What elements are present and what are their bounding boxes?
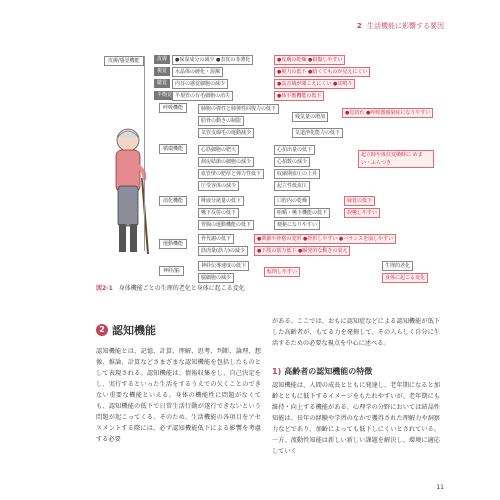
sense-effect-balance: ●体平衡機能の低下 — [274, 91, 324, 101]
dig-effect-1: 口腔内の乾燥 — [274, 196, 310, 206]
chapter-title: 生活機能に影響する要因 — [367, 22, 444, 30]
elderly-woman-illustration — [98, 126, 156, 261]
mot-effect-2: ●下肢の筋力低下 ●瞬発的な動きの衰え — [254, 246, 350, 256]
category-digestive: 消化機能 — [159, 196, 187, 206]
tag-skin: 皮膚 — [154, 55, 170, 64]
tag-hearing: 聴覚 — [154, 79, 170, 88]
neuro-pink: 転倒しやすい — [264, 267, 300, 277]
mot-item-2: 筋肉量(筋力)の減少 — [198, 246, 248, 256]
neuro-item-2: 脳細胞の減少 — [198, 273, 234, 283]
figure-caption-text: 身体機能ごとの生理的老化と身体に起こる変化 — [118, 285, 245, 292]
dig-pink-2: 誤嚥しやすい — [344, 208, 380, 218]
circ-effect-1: 心拍出量の低下 — [274, 145, 315, 155]
circ-effect-4: 起立性低血圧 — [274, 181, 310, 191]
tag-vision: 視覚 — [154, 67, 170, 76]
tag-balance: 平衡覚 — [154, 91, 175, 100]
dig-item-2: 嚥下反射の低下 — [198, 208, 239, 218]
mot-effect-1: ●関節や骨格の変形 ●骨折しやすい ●バランスを崩しやすい — [254, 234, 396, 244]
sense-effect-vision: ●視力の低下 ●暗くてものが見えにくい — [274, 67, 370, 77]
section-number: 2 — [96, 324, 108, 336]
circ-effect-3: 収縮期血圧の上昇 — [274, 169, 320, 179]
sense-cause-skin: ●保湿成分の減少 ●表皮の菲薄化 — [172, 55, 253, 65]
resp-item-3: 気管支線毛の運動減少 — [198, 128, 254, 138]
right-paragraph-1: がある。ここでは、おもに認知症などによる認知機能が低下した高齢者が、もてる力を発揮して、その人らしく自分に生活するための必要な視点を中心に述べる。 — [272, 318, 440, 347]
resp-item-1: 肺胞の弾性と肺弾性回復力の低下 — [198, 104, 279, 114]
running-header — [357, 21, 444, 31]
figure — [96, 38, 441, 281]
right-paragraph-2: 認知機能は、人間の成長とともに発達し、老年期になると加齢とともに低下するイメージをもたれやすいが、老年期にも維持・向上する機能がある。心理学の分野においては結晶性知能は、長年の経験や学習のなかで獲得された理解力や洞察力などであり、加齢によっても低下しにくいとされている。一方、流動性知能は新しい新しい課題を解決し、環境に適応していく — [272, 382, 440, 455]
dig-item-1: 唾液分泌量の低下 — [198, 196, 244, 206]
circ-item-2: 洞房結節の細胞の減少 — [198, 157, 254, 167]
legend-change: 身体に起こる変化 — [382, 273, 428, 283]
page-number: 11 — [436, 484, 444, 491]
mot-item-1: 骨代謝の低下 — [198, 234, 234, 244]
sense-cause-vision: 水晶体の硬化・混濁 — [172, 67, 223, 77]
resp-effect-1: 残気量の増加 — [292, 112, 328, 122]
dig-effect-3: 便秘になりやすい — [274, 220, 320, 230]
circ-item-1: 心筋細胞の肥大 — [198, 145, 239, 155]
sense-effect-skin: ●皮膚の乾燥 ●損傷しやすい — [274, 55, 345, 65]
category-sense: 皮膚/感覚機能 — [104, 56, 144, 66]
figure-label: 図2-1 — [96, 285, 113, 292]
category-respiratory: 呼吸機能 — [159, 103, 187, 113]
dig-item-3: 胃腸の運動機能の低下 — [198, 220, 254, 230]
neuro-item-1: 神経伝導速度の低下 — [198, 261, 249, 271]
sense-cause-balance: 半規管の有毛細胞の消失 — [172, 91, 233, 101]
category-neuro: 神経/脳 — [159, 266, 184, 276]
subsection-number: 1) — [272, 367, 282, 376]
dig-effect-2: 咀嚼・嚥下機能の低下 — [274, 208, 330, 218]
resp-effect-3: 気道浄化能力の低下 — [292, 128, 343, 138]
circ-item-3: 血管壁の肥厚と弾力性低下 — [198, 169, 264, 179]
figure-caption — [96, 283, 245, 292]
section-title: 認知機能 — [112, 324, 156, 337]
resp-item-2: 肋骨の動きの制限 — [198, 116, 244, 126]
circ-item-4: 圧受容体の減少 — [198, 181, 239, 191]
subsection-title: 高齢者の認知機能の特徴 — [284, 367, 373, 376]
sense-effect-hearing: ●高音域が聞こえにくい ●耳鳴り — [274, 79, 355, 89]
subsection-heading — [272, 366, 372, 377]
dig-pink-1: 味覚の低下 — [344, 196, 375, 206]
sense-cause-hearing: 内耳の感覚細胞の減少 — [172, 79, 228, 89]
left-paragraph: 認知機能とは、記憶、計算、理解、思考、判断、論理、想像、推論、計算などさまざまな認知機能を包括したものとして表現される。認知機能は、情報収集をし、自己決定をし、実行するといった生活をするうえでの欠くことのできない重要な機能といえる。身体の機能性に問題がなくても、認知機能の低下で日常生活行動が遂行できないという問題が起こってくる。そのため、生活機能の各項目をアセスメントする際には、必ず認知機能低下による影響を考慮する必要 — [96, 348, 261, 443]
legend-aging: 生理的老化 — [382, 261, 413, 271]
section-heading — [96, 322, 156, 338]
category-circulatory: 循環機能 — [159, 144, 187, 154]
circ-effect-2: 心拍数の減少 — [274, 157, 310, 167]
category-motor: 運動機能 — [159, 239, 187, 249]
chapter-number: 2 — [356, 22, 362, 30]
resp-effect-2: ●息切れ ●呼吸器感染症になりやすい — [342, 108, 433, 118]
circ-result: 起立時や体位変換時に めまい・ふらつき — [358, 150, 434, 168]
